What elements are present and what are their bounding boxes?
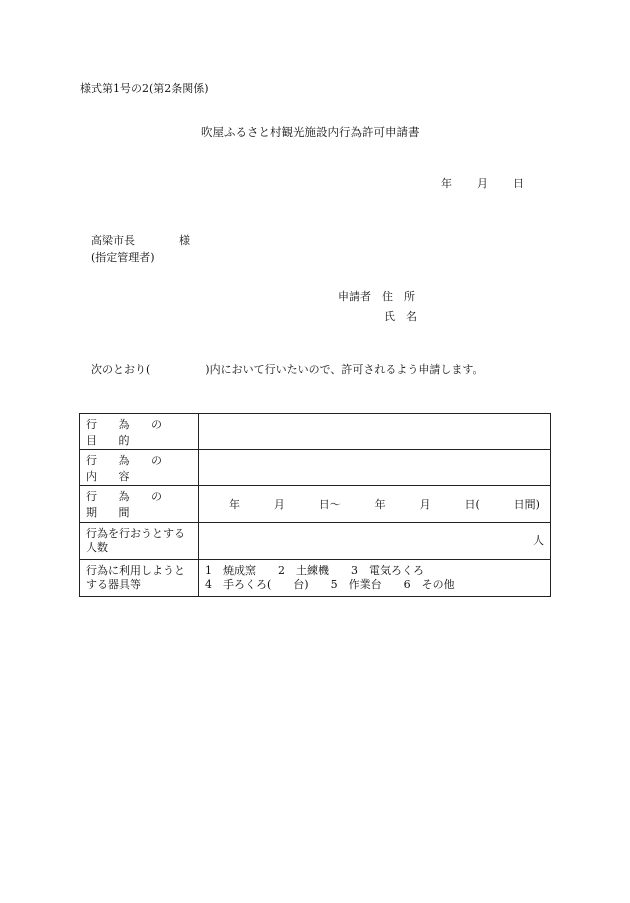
equipment-field[interactable] (199, 560, 551, 597)
table-row (80, 523, 551, 560)
equipment-options-line1: 1 焼成窯 2 土練機 3 電気ろくろ (205, 564, 424, 577)
table-row (80, 450, 551, 486)
table-row (80, 560, 551, 597)
applicant-address-label: 申請者 住 所 (338, 290, 415, 303)
date-month: 月 (477, 177, 488, 190)
table-row (80, 414, 551, 450)
people-label: 行為を行おうとする 人数 (80, 523, 199, 560)
equipment-options-line2: 4 手ろくろ( 台) 5 作業台 6 その他 (205, 578, 455, 591)
people-field[interactable] (199, 523, 551, 560)
form-number: 様式第1号の2(第2条関係) (80, 82, 209, 95)
document-title: 吹屋ふるさと村観光施設内行為許可申請書 (201, 125, 420, 139)
period-duration: 日間) (513, 498, 540, 511)
people-unit: 人 (533, 534, 544, 547)
addressee-manager: (指定管理者) (91, 251, 155, 264)
addressee-mayor: 高梁市長 様 (91, 234, 190, 247)
period-end-month: 月 (419, 498, 431, 511)
period-start-day: 日～ (318, 498, 341, 511)
period-field[interactable] (199, 486, 551, 523)
period-start-month: 月 (273, 498, 285, 511)
purpose-label: 行 為 の 目 的 (80, 414, 199, 450)
date-day: 日 (513, 177, 524, 190)
period-end-day: 日( (464, 498, 480, 511)
content-field[interactable] (199, 450, 551, 486)
period-end-year: 年 (374, 498, 386, 511)
application-table (79, 413, 551, 597)
period-label: 行 為 の 期 間 (80, 486, 199, 523)
date-year: 年 (441, 177, 452, 190)
date-line (441, 175, 524, 191)
applicant-block (338, 287, 417, 327)
content-label: 行 為 の 内 容 (80, 450, 199, 486)
applicant-name-label: 氏 名 (384, 310, 417, 323)
addressee-block (91, 232, 190, 266)
purpose-field[interactable] (199, 414, 551, 450)
period-start-year: 年 (229, 498, 240, 511)
table-row (80, 486, 551, 523)
request-statement: 次のとおり( )内において行いたいので、許可されるよう申請します。 (91, 363, 484, 376)
equipment-label: 行為に利用しようと する器具等 (80, 560, 199, 597)
